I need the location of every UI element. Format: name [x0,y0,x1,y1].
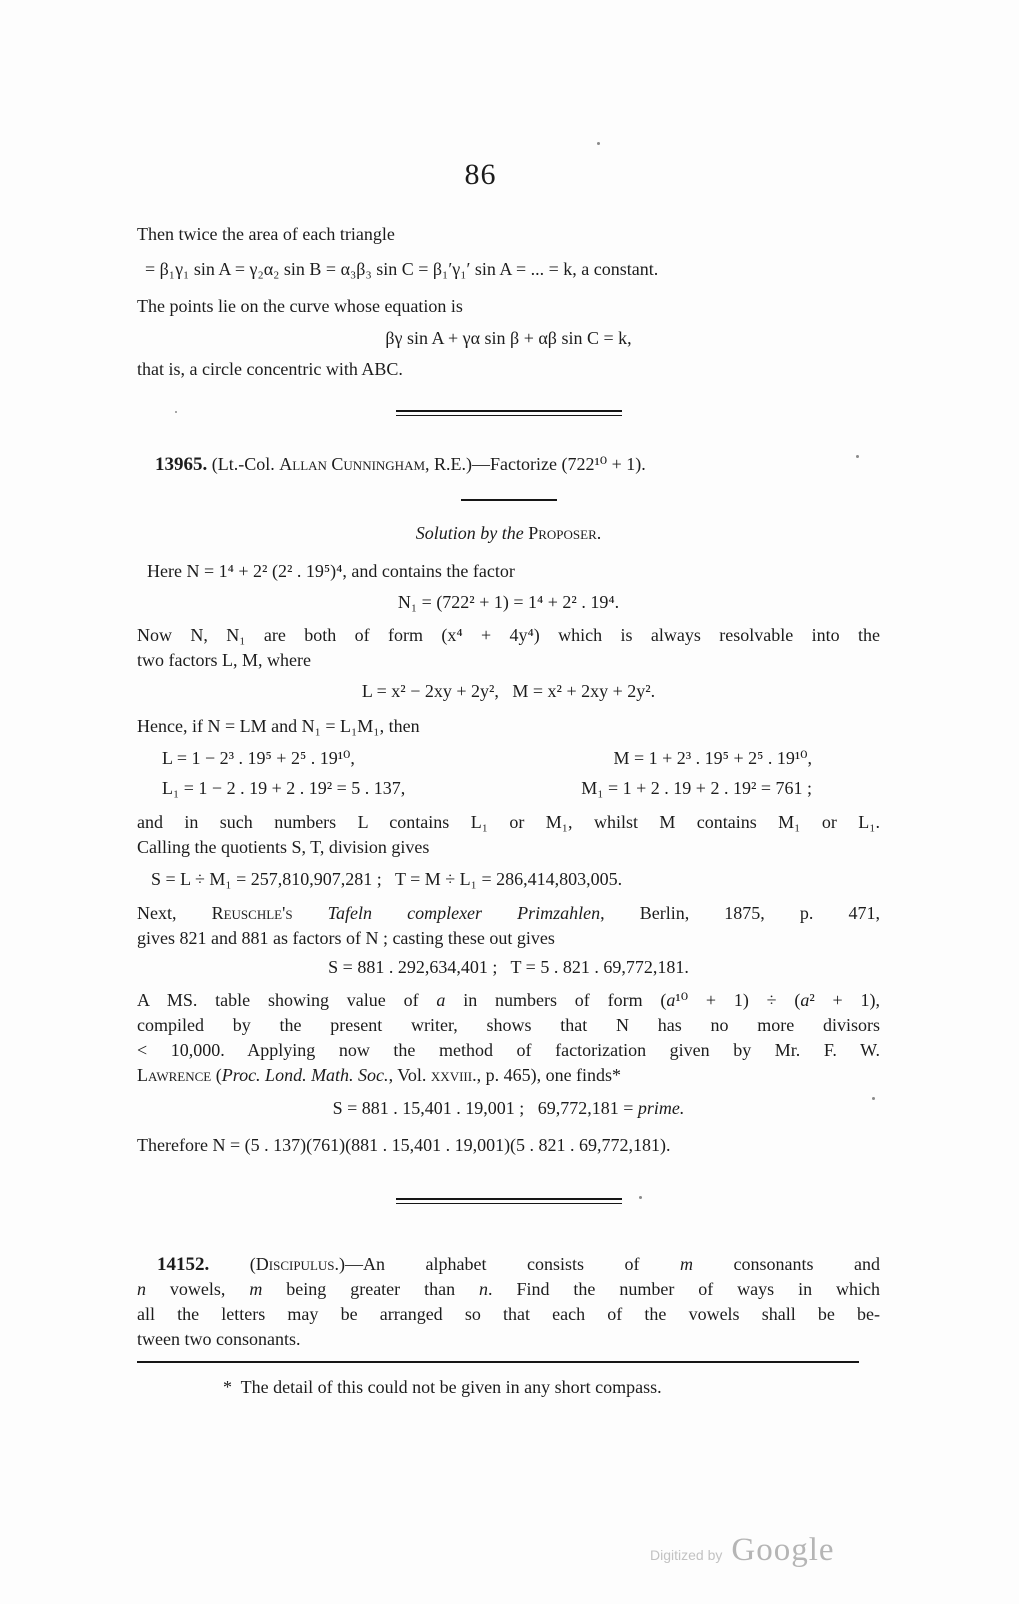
reference-journal: Proc. Lond. Math. Soc. [221,1065,389,1085]
equation-m: M = 1 + 2³ . 19⁵ + 2⁵ . 19¹⁰, [613,748,812,768]
text-segment: consonants and [693,1254,881,1274]
equation-l: L = 1 − 2³ . 19⁵ + 2⁵ . 19¹⁰, [162,748,355,768]
solution-line-and-1: and in such numbers L contains L₁ or M₁, whilst M contains M₁ or L₁. [137,812,880,832]
text-segment: . Find the number of ways in which [488,1279,881,1299]
page-number: 86 [464,158,497,191]
watermark-prefix: Digitized by [650,1547,723,1563]
text-segment: , R.E.)—Factorize (722¹⁰ + 1). [425,454,646,474]
problem-14152-number: 14152. [157,1254,210,1275]
scan-speck [175,411,177,413]
solution-line-ms-2: compiled by the present writer, shows that N has no more divisors [137,1015,880,1035]
problem-14152-line-2 [137,1277,880,1302]
prime-label: prime. [637,1098,685,1118]
variable-a: a [436,990,446,1010]
page-column [137,0,880,1400]
scan-speck [856,455,859,458]
author-name: Allan Cunningham [279,454,426,474]
equation-st: S = L ÷ M₁ = 257,810,907,281 ; T = M ÷ L₁ = 286,414,803,005. [151,869,623,889]
text-segment: Next, [137,903,212,923]
scan-speck [639,1196,642,1199]
text-segment: S = 881 . 15,401 . 19,001 ; 69,772,181 = [332,1098,638,1118]
section-divider-top [396,410,622,416]
scan-speck [872,1097,875,1100]
problem-14152-line-1 [137,1252,880,1277]
scan-speck [597,142,600,145]
variable-n: n [137,1279,146,1299]
solution-line-next-1 [137,901,880,926]
section-divider-middle [396,1198,622,1204]
equation-l1: L₁ = 1 − 2 . 19 + 2 . 19² = 5 . 137, [162,778,406,798]
heading-divider [461,499,557,501]
solution-line-next-2: gives 821 and 881 as factors of N ; casting these out gives [137,928,555,948]
digitization-watermark [650,1532,835,1569]
volume-numeral: xxviii [430,1065,473,1085]
solution-line-now-2: two factors L, M, where [137,650,311,670]
text-segment: , Vol. [388,1065,431,1085]
solution-line-ms-4 [137,1063,880,1088]
equation-m1: M₁ = 1 + 2 . 19 + 2 . 19² = 761 ; [581,778,812,798]
equation-st-2: S = 881 . 292,634,401 ; T = 5 . 821 . 69,772,181. [328,957,689,977]
reference-author: Lawrence [137,1065,212,1085]
solution-line-hence: Hence, if N = LM and N₁ = L₁M₁, then [137,716,420,736]
intro-equation-1: = β₁γ₁ sin A = γ₂α₂ sin B = α₃β₃ sin C = β₁′γ₁′ sin A = ... = k, a constant. [145,259,659,279]
equation-n1: N₁ = (722² + 1) = 1⁴ + 2² . 19⁴. [397,592,620,612]
equation-row-l1m1 [137,776,812,801]
solution-line-now-1: Now N, N₁ are both of form (x⁴ + 4y⁴) which is always resolvable into the [137,625,880,645]
reference-title: Tafeln complexer Primzahlen [292,903,601,923]
variable-m: m [680,1254,694,1274]
text-segment: ., p. 465), one finds* [472,1065,622,1085]
variable-n: n [479,1279,489,1299]
text-segment: ( [211,1065,222,1085]
google-logo: Google [731,1532,835,1568]
intro-line-3: that is, a circle concentric with ABC. [137,359,403,379]
variable-a: a [666,990,676,1010]
footnote-divider [137,1361,859,1363]
intro-line-2: The points lie on the curve whose equation is [137,296,463,316]
equation-final [137,1096,880,1121]
equation-lm: L = x² − 2xy + 2y², M = x² + 2xy + 2y². [361,681,656,701]
text-segment: (Lt.-Col. [207,454,280,474]
problem-14152-line-4: tween two consonants. [137,1329,301,1349]
solution-line-therefore: Therefore N = (5 . 137)(761)(881 . 15,401 . 19,001)(5 . 821 . 69,772,181). [137,1135,671,1155]
solution-byline [137,521,880,546]
solution-line-and-2: Calling the quotients S, T, division gives [137,837,430,857]
text-segment: vowels, [146,1279,250,1299]
solution-line-ms-1 [137,988,880,1013]
variable-a: a [800,990,810,1010]
reference-author: Reuschle's [211,903,293,923]
variable-m: m [249,1279,263,1299]
solution-line-here: Here N = 1⁴ + 2² (2² . 19⁵)⁴, and contains the factor [147,561,515,581]
intro-line-1: Then twice the area of each triangle [137,224,395,244]
footnote-text: * The detail of this could not be given in any short compass. [223,1377,662,1397]
byline-proposer: Proposer. [528,523,602,543]
problem-13965-heading [137,452,880,477]
text-segment: ¹⁰ + 1) ÷ ( [675,990,801,1010]
author-pseudonym: Discipulus. [255,1254,340,1274]
text-segment: ( [209,1254,256,1274]
equation-row-lm [137,746,812,771]
byline-text: Solution by the [415,523,529,543]
problem-13965-number: 13965. [155,454,208,475]
text-segment: in numbers of form ( [445,990,667,1010]
text-segment: ² + 1), [809,990,881,1010]
text-segment: being greater than [262,1279,480,1299]
problem-14152-line-3: all the letters may be arranged so that each of the vowels shall be be- [137,1304,880,1324]
solution-line-ms-3: < 10,000. Applying now the method of factorization given by Mr. F. W. [137,1040,880,1060]
text-segment: A MS. table showing value of [137,990,437,1010]
text-segment: , Berlin, 1875, p. 471, [600,903,880,923]
intro-equation-2: βγ sin A + γα sin β + αβ sin C = k, [385,328,632,348]
text-segment: )—An alphabet consists of [339,1254,681,1274]
